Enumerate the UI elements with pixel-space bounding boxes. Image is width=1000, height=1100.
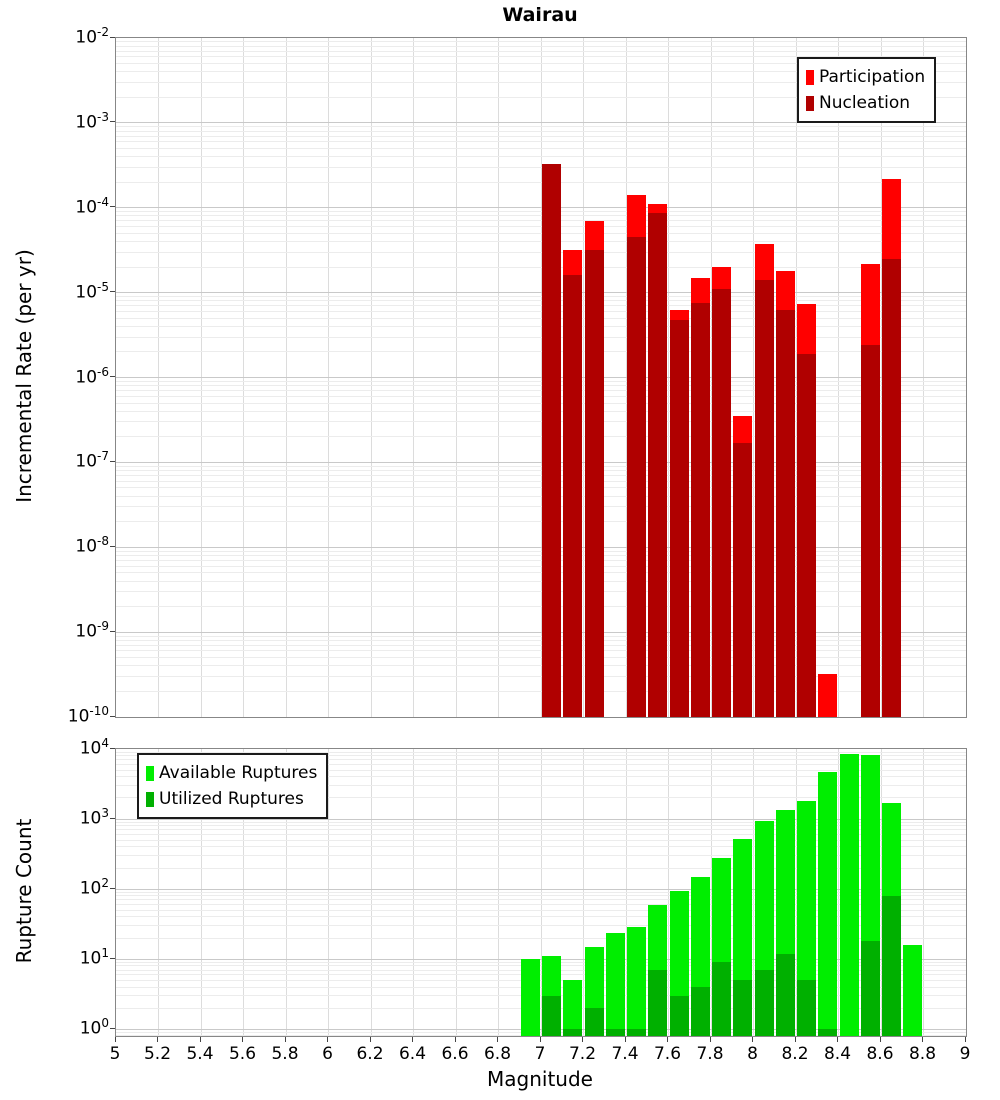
gridline-minor: [116, 487, 966, 488]
x-tick-label: 5.8: [271, 1044, 299, 1064]
gridline-minor: [116, 252, 966, 253]
available-bar: [606, 933, 625, 1036]
y-tick-label: $10^4$: [79, 736, 109, 759]
gridline-minor: [116, 131, 966, 132]
gridline-minor: [116, 566, 966, 567]
available-bar: [627, 927, 646, 1036]
y-tick-mark: [110, 716, 115, 717]
x-tick-label: 9: [959, 1044, 971, 1064]
y-tick-exponent: 2: [101, 876, 109, 891]
x-tick-mark: [327, 1037, 328, 1042]
gridline-minor: [116, 481, 966, 482]
gridline-minor: [116, 938, 966, 939]
gridline-minor: [116, 337, 966, 338]
x-tick-mark: [837, 1037, 838, 1042]
y-tick-label: $10^{-2}$: [75, 25, 109, 48]
nucleation-bar: [542, 164, 561, 717]
gridline-minor: [116, 910, 966, 911]
gridline-minor: [116, 904, 966, 905]
x-tick-mark: [370, 1037, 371, 1042]
nucleation-bar: [797, 354, 816, 717]
gridline-major: [116, 207, 966, 208]
gridline-minor: [116, 925, 966, 926]
x-tick-label: 5.4: [186, 1044, 214, 1064]
y-tick-label: $10^1$: [79, 946, 109, 969]
available-bar: [563, 980, 582, 1036]
gridline-minor: [116, 980, 966, 981]
x-tick-label: 8: [747, 1044, 758, 1064]
y-tick-label: $10^3$: [79, 806, 109, 829]
x-tick-label: 5.6: [228, 1044, 257, 1064]
gridline-minor: [116, 840, 966, 841]
y-tick-exponent: -2: [97, 25, 109, 39]
utilized-bar: [818, 1029, 837, 1036]
nucleation-bar: [882, 259, 901, 717]
utilized-bar: [585, 1008, 604, 1036]
gridline-minor: [116, 470, 966, 471]
nucleation-bar: [712, 289, 731, 717]
nucleation-bar: [776, 310, 795, 717]
gridline-minor: [116, 995, 966, 996]
x-tick-mark: [795, 1037, 796, 1042]
gridline-minor: [116, 970, 966, 971]
nucleation-bar: [585, 250, 604, 717]
available-bar: [903, 945, 922, 1036]
x-tick-label: 6: [322, 1044, 333, 1064]
y-tick-label: $10^0$: [79, 1016, 109, 1039]
count-legend: [137, 753, 328, 819]
y-tick-label: $10^{-4}$: [75, 194, 109, 218]
gridline-minor: [116, 136, 966, 137]
x-tick-mark: [582, 1037, 583, 1042]
nucleation-bar: [861, 345, 880, 717]
gridline-minor: [116, 167, 966, 168]
utilized-bar: [648, 970, 667, 1036]
gridline-minor: [116, 829, 966, 830]
y-tick-label: $10^{-8}$: [75, 534, 109, 557]
y-tick-mark: [110, 121, 115, 122]
x-tick-label: 8.4: [823, 1044, 852, 1064]
gridline-minor: [116, 46, 966, 47]
gridline-minor: [116, 51, 966, 52]
gridline-minor: [116, 226, 966, 227]
y-tick-exponent: 0: [101, 1016, 109, 1031]
count-axis-label: Rupture Count: [12, 818, 36, 964]
utilized-bar: [712, 962, 731, 1036]
x-tick-mark: [965, 1037, 966, 1042]
x-tick-mark: [455, 1037, 456, 1042]
gridline-minor: [116, 560, 966, 561]
gridline-major: [116, 1029, 966, 1030]
legend-label: Available Ruptures: [159, 763, 318, 783]
gridline-minor: [116, 916, 966, 917]
gridline-minor: [116, 825, 966, 826]
gridline-minor: [116, 855, 966, 856]
gridline-minor: [116, 318, 966, 319]
x-tick-label: 7.2: [568, 1044, 597, 1064]
legend-item: [806, 90, 925, 116]
y-tick-label: $10^{-6}$: [75, 364, 109, 388]
rate-axis-label: Incremental Rate (per yr): [12, 249, 36, 503]
gridline-minor: [116, 267, 966, 268]
utilized-swatch-icon: [146, 792, 154, 807]
x-tick-label: 6.2: [356, 1044, 384, 1064]
y-tick-mark: [110, 291, 115, 292]
gridline-minor: [116, 636, 966, 637]
utilized-bar: [882, 896, 901, 1036]
available-bar: [840, 754, 859, 1036]
utilized-bar: [563, 1029, 582, 1036]
utilized-bar: [627, 1029, 646, 1036]
y-tick-exponent: -7: [97, 449, 109, 464]
y-tick-label: $10^2$: [79, 876, 109, 899]
gridline-minor: [116, 691, 966, 692]
gridline-minor: [116, 650, 966, 651]
gridline-minor: [116, 1032, 966, 1033]
y-tick-exponent: 1: [101, 946, 109, 961]
utilized-bar: [691, 987, 710, 1036]
gridline-minor: [116, 241, 966, 242]
legend-label: Nucleation: [819, 93, 911, 113]
x-tick-label: 7.6: [653, 1044, 682, 1064]
y-tick-exponent: 4: [101, 736, 109, 750]
x-tick-label: 7.8: [696, 1044, 724, 1064]
legend-label: Participation: [819, 67, 926, 87]
gridline-minor: [116, 311, 966, 312]
gridline-minor: [116, 381, 966, 382]
gridline-major: [116, 547, 966, 548]
available-bar: [818, 772, 837, 1036]
gridline-minor: [116, 466, 966, 467]
gridline-minor: [116, 665, 966, 666]
x-tick-mark: [625, 1037, 626, 1042]
gridline-minor: [116, 475, 966, 476]
y-tick-mark: [110, 818, 115, 819]
y-tick-mark: [110, 37, 115, 38]
available-bar: [521, 959, 540, 1036]
chart-title: Wairau: [502, 4, 578, 26]
gridline-minor: [116, 182, 966, 183]
gridline-minor: [116, 892, 966, 893]
x-tick-mark: [752, 1037, 753, 1042]
gridline-minor: [116, 496, 966, 497]
gridline-minor: [116, 965, 966, 966]
gridline-minor: [116, 403, 966, 404]
y-tick-exponent: -4: [97, 194, 109, 209]
gridline-minor: [116, 390, 966, 391]
gridline-minor: [116, 211, 966, 212]
gridline-minor: [116, 657, 966, 658]
gridline-minor: [116, 126, 966, 127]
gridline-major: [116, 959, 966, 960]
gridline-minor: [116, 521, 966, 522]
x-tick-label: 7.4: [611, 1044, 639, 1064]
gridline-minor: [116, 296, 966, 297]
gridline-major: [116, 889, 966, 890]
available-swatch-icon: [146, 766, 154, 781]
gridline-minor: [116, 506, 966, 507]
nucleation-bar: [648, 213, 667, 717]
x-tick-label: 6.4: [398, 1044, 427, 1064]
rate-legend: [797, 57, 936, 123]
gridline-minor: [116, 436, 966, 437]
gridline-minor: [116, 640, 966, 641]
x-tick-label: 8.8: [908, 1044, 937, 1064]
utilized-bar: [797, 980, 816, 1036]
participation-bar: [818, 674, 837, 717]
gridline-minor: [116, 895, 966, 896]
x-tick-mark: [880, 1037, 881, 1042]
gridline-minor: [116, 676, 966, 677]
gridline-major: [116, 462, 966, 463]
gridline-minor: [116, 326, 966, 327]
nucleation-swatch-icon: [806, 96, 814, 111]
utilized-bar: [776, 954, 795, 1036]
gridline-minor: [116, 834, 966, 835]
y-tick-label: $10^{-5}$: [75, 279, 109, 303]
x-tick-label: 8.2: [781, 1044, 809, 1064]
gridline-minor: [116, 899, 966, 900]
gridline-minor: [116, 141, 966, 142]
gridline-minor: [116, 1035, 966, 1036]
y-tick-exponent: -5: [97, 279, 109, 294]
utilized-bar: [542, 996, 561, 1036]
legend-label: Utilized Ruptures: [159, 789, 304, 809]
gridline-minor: [116, 385, 966, 386]
utilized-bar: [755, 970, 774, 1036]
x-tick-mark: [710, 1037, 711, 1042]
legend-item: [146, 786, 317, 812]
utilized-bar: [861, 941, 880, 1036]
gridline-major: [116, 377, 966, 378]
y-tick-exponent: -3: [97, 109, 109, 124]
x-tick-mark: [115, 1037, 116, 1042]
legend-item: [146, 760, 317, 786]
gridline-minor: [116, 396, 966, 397]
gridline-minor: [116, 41, 966, 42]
gridline-minor: [116, 1008, 966, 1009]
y-tick-label: $10^{-10}$: [67, 704, 109, 727]
nucleation-bar: [563, 275, 582, 717]
y-tick-exponent: -6: [97, 364, 109, 379]
gridline-minor: [116, 305, 966, 306]
gridline-minor: [116, 233, 966, 234]
y-tick-mark: [110, 958, 115, 959]
utilized-bar: [733, 980, 752, 1036]
x-tick-label: 7: [534, 1044, 546, 1064]
y-tick-mark: [110, 546, 115, 547]
gridline-major: [116, 292, 966, 293]
participation-swatch-icon: [806, 70, 814, 85]
y-tick-label: $10^{-7}$: [75, 449, 109, 473]
gridline-minor: [116, 215, 966, 216]
gridline-minor: [116, 421, 966, 422]
y-tick-mark: [110, 206, 115, 207]
utilized-bar: [606, 1029, 625, 1036]
x-tick-label: 8.6: [866, 1044, 894, 1064]
y-tick-mark: [110, 376, 115, 377]
y-tick-exponent: -9: [97, 619, 109, 634]
rate-plot-area: [115, 37, 967, 718]
x-tick-label: 5.2: [143, 1044, 172, 1064]
gridline-minor: [116, 822, 966, 823]
y-tick-exponent: -10: [89, 704, 109, 718]
nucleation-bar: [733, 443, 752, 717]
x-tick-label: 6.8: [483, 1044, 512, 1064]
gridline-minor: [116, 300, 966, 301]
y-tick-mark: [110, 631, 115, 632]
utilized-bar: [670, 996, 689, 1036]
gridline-minor: [116, 220, 966, 221]
gridline-minor: [116, 974, 966, 975]
x-tick-label: 6.6: [441, 1044, 469, 1064]
gridline-minor: [116, 555, 966, 556]
gridline-minor: [116, 645, 966, 646]
y-tick-mark: [110, 1028, 115, 1029]
y-tick-label: $10^{-9}$: [75, 619, 109, 642]
gridline-minor: [116, 846, 966, 847]
x-axis-label: Magnitude: [487, 1067, 593, 1091]
gridline-minor: [116, 868, 966, 869]
gridline-minor: [116, 156, 966, 157]
gridline-major: [116, 632, 966, 633]
gridline-minor: [116, 962, 966, 963]
gridline-minor: [116, 411, 966, 412]
x-tick-label: 5: [109, 1044, 121, 1064]
x-tick-mark: [922, 1037, 923, 1042]
y-tick-mark: [110, 461, 115, 462]
nucleation-bar: [755, 280, 774, 717]
legend-item: [806, 64, 925, 90]
y-tick-label: $10^{-3}$: [75, 109, 109, 133]
gridline-minor: [116, 551, 966, 552]
gridline-minor: [116, 606, 966, 607]
gridline-minor: [116, 351, 966, 352]
gridline-minor: [116, 581, 966, 582]
nucleation-bar: [691, 303, 710, 717]
y-tick-exponent: -8: [97, 534, 109, 549]
x-tick-mark: [667, 1037, 668, 1042]
gridline-minor: [116, 591, 966, 592]
gridline-minor: [116, 987, 966, 988]
nucleation-bar: [627, 237, 646, 717]
y-tick-mark: [110, 748, 115, 749]
x-tick-mark: [242, 1037, 243, 1042]
x-tick-mark: [200, 1037, 201, 1042]
y-tick-mark: [110, 888, 115, 889]
x-tick-mark: [285, 1037, 286, 1042]
gridline-minor: [116, 572, 966, 573]
nucleation-bar: [670, 320, 689, 717]
gridline-minor: [116, 148, 966, 149]
x-tick-mark: [540, 1037, 541, 1042]
y-tick-exponent: 3: [101, 806, 109, 821]
x-tick-mark: [157, 1037, 158, 1042]
x-tick-mark: [497, 1037, 498, 1042]
x-tick-mark: [412, 1037, 413, 1042]
